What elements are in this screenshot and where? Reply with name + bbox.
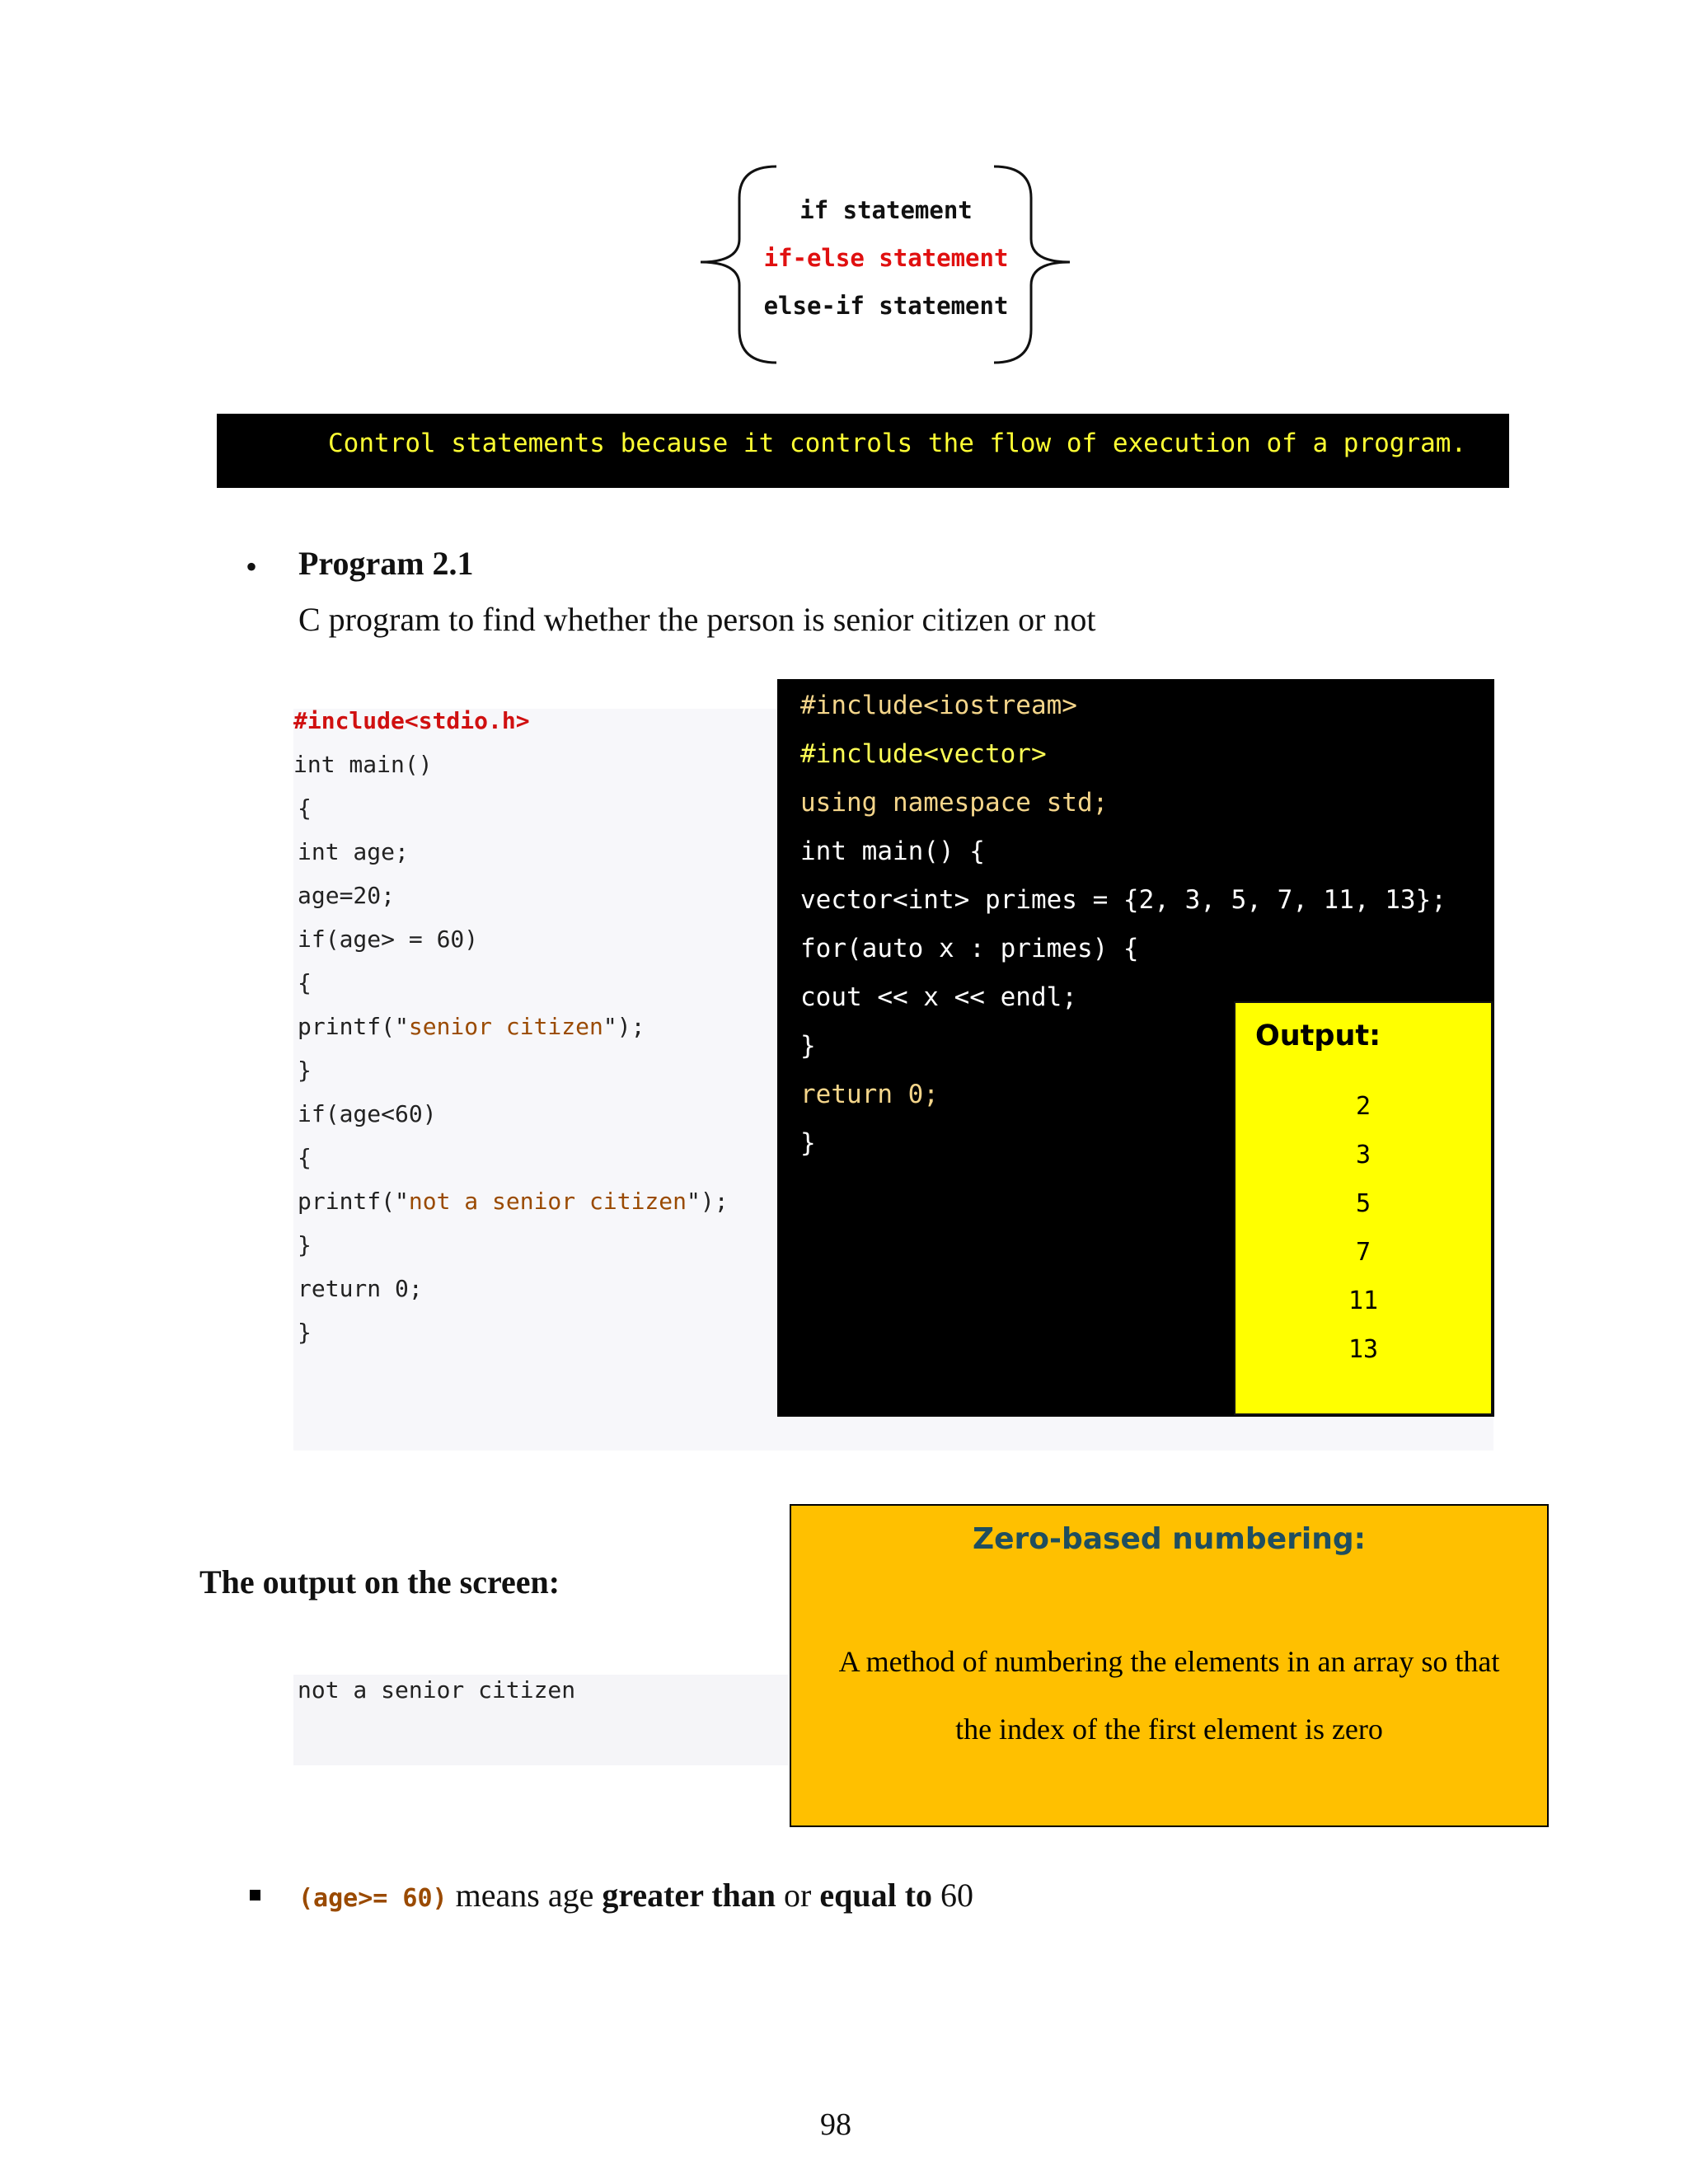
output-value: 5 [1355,1189,1372,1218]
code-line: } [800,1128,816,1158]
code-line-printf-senior: printf("senior citizen"); [298,1013,645,1040]
code-line: using namespace std; [800,788,1109,818]
output-value: 7 [1355,1238,1372,1267]
brace-item-if: if statement [799,196,973,224]
program-title: Program 2.1 [298,545,474,582]
output-title: Output: [1255,1019,1381,1052]
banner-text: Control statements because it controls the flow of execution of a program. [328,429,1467,458]
output-value: 2 [1355,1092,1372,1121]
code-line-return: return 0; [800,1080,939,1109]
control-statements-banner [217,414,1509,488]
code-line-printf-not-senior: printf("not a senior citizen"); [298,1188,729,1215]
bullet-icon: • [246,548,258,585]
code-include-vector: #include<vector> [800,739,1047,769]
brace-item-else-if: else-if statement [763,292,1009,320]
screen-output-label: The output on the screen: [199,1563,560,1601]
code-line: return 0; [298,1275,423,1302]
output-box [1234,1001,1493,1415]
comparison-code: (age>= 60) [298,1884,448,1913]
code-line: if(age<60) [298,1100,437,1127]
code-line: vector<int> primes = {2, 3, 5, 7, 11, 13}; [800,885,1447,915]
code-line: int main() [293,751,433,778]
brace-item-if-else: if-else statement [763,244,1009,272]
code-line: { [298,1144,312,1171]
code-include-iostream: #include<iostream> [800,691,1077,720]
code-line: } [298,1231,312,1258]
square-bullet-icon [250,1890,260,1900]
code-line: cout << x << endl; [800,982,1077,1012]
code-line: int age; [298,838,409,865]
code-line: if(age> = 60) [298,926,479,953]
output-value: 3 [1355,1141,1372,1169]
program-description: C program to find whether the person is senior citizen or not [298,601,1096,638]
screen-output-text: not a senior citizen [298,1676,576,1704]
code-line: for(auto x : primes) { [800,934,1139,963]
zero-based-line-2: the index of the first element is zero [955,1713,1383,1746]
code-line: age=20; [298,882,396,909]
code-include-stdio: #include<stdio.h> [293,707,530,734]
code-line: } [298,1319,312,1346]
code-line: } [800,1031,816,1061]
code-line: { [298,794,312,822]
code-line: } [298,1057,312,1084]
comparison-note: (age>= 60) means age greater than or equal to 60 [298,1877,974,1914]
zero-based-numbering-box [790,1504,1549,1827]
zero-based-line-1: A method of numbering the elements in an array so that [838,1645,1500,1678]
page-number: 98 [820,2107,851,2142]
output-value: 11 [1348,1286,1379,1315]
zero-based-title: Zero-based numbering: [973,1522,1366,1556]
code-line: { [298,969,312,996]
code-line: int main() { [800,837,985,866]
output-value: 13 [1348,1335,1379,1364]
